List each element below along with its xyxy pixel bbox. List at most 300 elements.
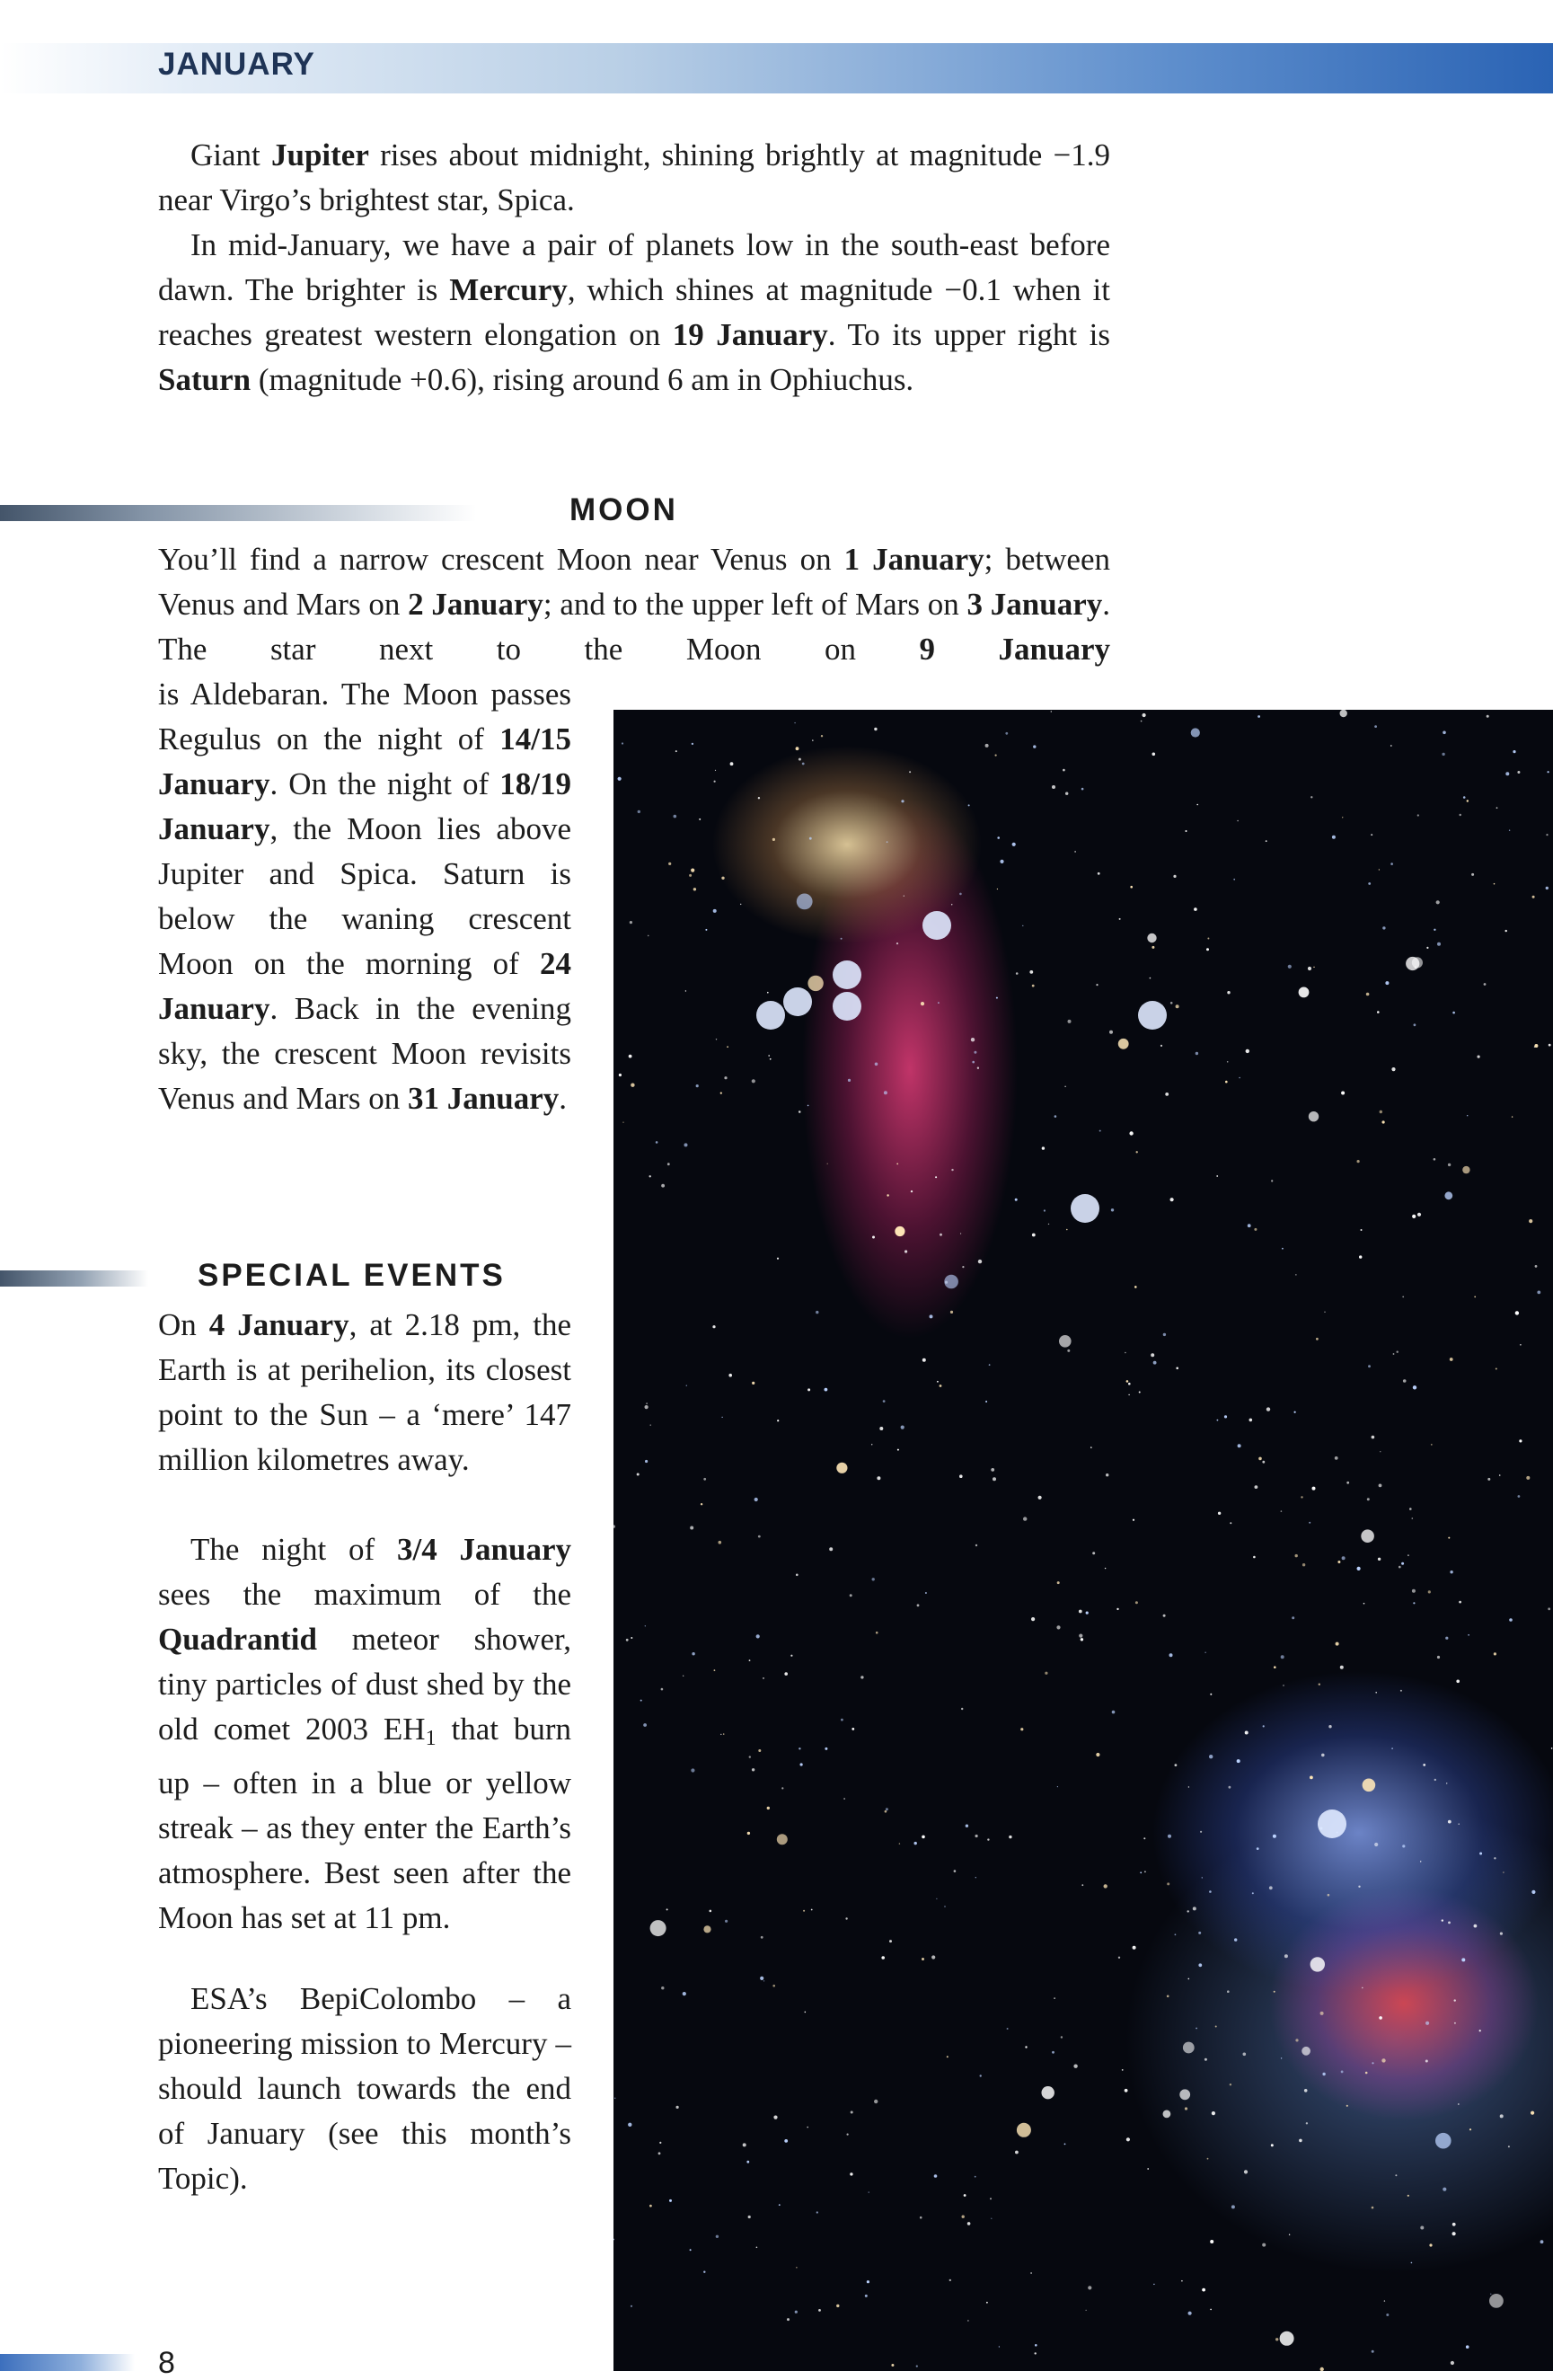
star: [1391, 1747, 1393, 1749]
star: [1202, 1877, 1203, 1878]
star: [1505, 930, 1507, 932]
star: [1332, 836, 1336, 839]
star: [1500, 1933, 1503, 1935]
star: [1266, 840, 1267, 842]
star: [1163, 1615, 1166, 1617]
star: [1063, 769, 1065, 772]
star: [1496, 807, 1498, 809]
star: [713, 909, 717, 913]
star: [1202, 2288, 1205, 2292]
star: [865, 2295, 868, 2297]
star: [1129, 1131, 1133, 1135]
star: [1098, 872, 1100, 875]
star: [712, 1325, 715, 1328]
star: [1310, 1957, 1325, 1971]
star: [807, 2127, 808, 2128]
star: [622, 742, 623, 744]
star: [1471, 873, 1474, 876]
star: [1484, 983, 1487, 986]
star: [1372, 2207, 1374, 2209]
star: [1074, 851, 1076, 853]
star: [767, 992, 769, 994]
star: [1035, 2344, 1037, 2347]
star: [1322, 2073, 1325, 2075]
star: [1292, 1616, 1294, 1619]
star: [1540, 2240, 1544, 2243]
star: [1379, 1484, 1382, 1488]
star: [803, 1910, 805, 1912]
star: [772, 838, 775, 841]
special-paragraph-3: ESA’s BepiColombo – a pioneering mission to Mercury – should launch towards the end of January (see this month’s Topic).: [158, 1981, 571, 2196]
moon-paragraph-full: You’ll find a narrow crescent Moon near Venus on 1 January; between Venus and Mars on 2 January; and to the upper left of Mars on 3 January. The star next to the Moon on 9 January: [158, 542, 1111, 667]
star: [1309, 1111, 1319, 1121]
star: [1023, 1517, 1027, 1520]
star: [891, 2364, 894, 2367]
star: [674, 815, 677, 818]
star: [1445, 1637, 1448, 1640]
star: [1042, 2086, 1054, 2099]
star: [1163, 1333, 1166, 1336]
star: [1052, 785, 1055, 789]
star: [836, 2305, 839, 2307]
star: [1229, 1786, 1231, 1789]
star: [1183, 2042, 1195, 2054]
star: [1133, 1946, 1136, 1950]
star: [758, 1535, 761, 1538]
star: [1461, 1958, 1465, 1961]
star: [1151, 1353, 1154, 1357]
star: [872, 1578, 875, 1580]
star: [1198, 1963, 1202, 1967]
star: [1402, 1845, 1405, 1847]
star: [1346, 2105, 1348, 2107]
star: [748, 2216, 751, 2218]
star: [1414, 1023, 1416, 1026]
star: [1426, 947, 1428, 949]
star: [795, 2311, 798, 2314]
star: [790, 1655, 792, 1657]
star: [1230, 2084, 1231, 2085]
star: [807, 1105, 809, 1107]
star: [877, 1476, 880, 1480]
star: [650, 1920, 666, 1936]
star: [825, 1388, 828, 1392]
star: [1374, 1843, 1378, 1846]
star: [872, 1236, 875, 1239]
star: [884, 1091, 887, 1094]
bright-star: [783, 987, 812, 1016]
star: [638, 810, 640, 813]
star: [1200, 1831, 1202, 1833]
star: [1196, 2028, 1197, 2030]
star: [1253, 1556, 1256, 1559]
star: [1361, 1229, 1363, 1231]
star: [626, 1639, 629, 1641]
star: [1020, 1728, 1023, 1730]
star: [1312, 1487, 1316, 1491]
star: [661, 1688, 664, 1691]
star: [931, 1955, 935, 1959]
star: [721, 877, 724, 880]
bright-star: [1318, 1809, 1346, 1838]
star: [1474, 1296, 1476, 1298]
star: [720, 1093, 722, 1094]
star: [1205, 1652, 1206, 1653]
star: [805, 2012, 807, 2013]
star: [883, 1400, 886, 1402]
star: [1375, 1692, 1377, 1694]
star: [1038, 1496, 1042, 1500]
star: [1308, 967, 1311, 970]
star: [1402, 1296, 1404, 1298]
star: [1520, 1344, 1522, 1346]
star: [1479, 1853, 1482, 1855]
star: [730, 762, 734, 765]
star: [784, 1672, 788, 1676]
star: [668, 863, 671, 865]
star: [818, 2309, 821, 2312]
star: [885, 1810, 887, 1813]
star: [1144, 1871, 1146, 1872]
star: [1546, 887, 1549, 889]
star: [1096, 1753, 1099, 1756]
star: [1204, 2058, 1207, 2061]
star: [949, 2279, 951, 2281]
star: [1275, 2338, 1278, 2340]
star: [974, 1051, 976, 1054]
star: [1328, 1894, 1330, 1897]
star: [1397, 1351, 1399, 1353]
star: [1450, 1570, 1452, 1573]
star: [1216, 1175, 1218, 1177]
star: [1458, 1823, 1460, 1825]
star: [1342, 817, 1343, 818]
star: [947, 2056, 949, 2057]
star: [1460, 814, 1461, 816]
star: [889, 1940, 892, 1942]
star: [1044, 1209, 1046, 1211]
intro-paragraph-2: In mid-January, we have a pair of planets low in the south-east before dawn. The brighter is Mercury, which shines at magnitude −0.1 when it reaches greatest western elongation on 19 January. To its upper right is Saturn (magnitude +0.6), rising around 6 am in Ophiuchus.: [158, 227, 1110, 397]
star: [1371, 834, 1372, 836]
star: [773, 2116, 777, 2119]
star: [871, 1444, 872, 1445]
star: [1218, 1512, 1221, 1515]
star: [967, 2222, 971, 2225]
star: [1526, 1476, 1530, 1480]
star: [825, 1747, 827, 1750]
star: [1313, 967, 1314, 968]
star: [1073, 2065, 1077, 2068]
star: [685, 990, 686, 991]
star: [1412, 1589, 1416, 1593]
star: [1362, 1987, 1363, 1989]
star: [1509, 1618, 1513, 1622]
star: [645, 1460, 648, 1463]
moon-section-bar: [0, 505, 476, 521]
star: [895, 1226, 904, 1236]
star: [1150, 978, 1152, 979]
nebula-photo: [613, 710, 1553, 2371]
star: [950, 1311, 953, 1314]
star: [761, 1936, 763, 1939]
star: [1112, 1711, 1116, 1714]
star: [922, 1358, 926, 1362]
star: [1122, 2069, 1124, 2071]
star: [971, 1038, 975, 1041]
star: [703, 1925, 710, 1933]
star: [1295, 2039, 1298, 2041]
star: [850, 2172, 852, 2175]
star: [661, 1986, 664, 1989]
star: [1517, 771, 1520, 774]
star: [867, 2280, 869, 2283]
star: [1301, 1496, 1302, 1498]
star: [1090, 1447, 1092, 1448]
star: [781, 1787, 783, 1789]
star: [1065, 792, 1068, 795]
star: [1380, 1451, 1381, 1452]
star: [752, 1382, 754, 1385]
star: [1104, 1884, 1107, 1888]
star: [1310, 796, 1312, 798]
star: [802, 763, 805, 765]
star: [1425, 2060, 1428, 2063]
special-events-bar: [0, 1270, 148, 1287]
star: [904, 1250, 907, 1252]
star: [1169, 1653, 1173, 1657]
star: [1490, 2294, 1491, 2295]
star: [1341, 2071, 1344, 2074]
star: [1513, 750, 1515, 753]
star: [784, 2139, 788, 2143]
star: [643, 1723, 647, 1727]
star: [752, 1079, 755, 1083]
star: [1494, 1652, 1496, 1655]
star: [613, 1525, 615, 1527]
star: [978, 1260, 982, 1263]
star: [1434, 929, 1435, 931]
star: [1534, 1044, 1538, 1048]
star: [646, 1402, 648, 1404]
star: [1382, 1120, 1385, 1123]
star: [1368, 1365, 1371, 1367]
star: [763, 1677, 764, 1679]
star: [1125, 2089, 1128, 2092]
star: [770, 1058, 772, 1060]
star: [961, 1708, 963, 1710]
star: [1423, 1764, 1425, 1766]
star: [1029, 970, 1033, 974]
star: [1254, 1228, 1257, 1231]
star: [921, 1002, 924, 1005]
footer-bar: [0, 2354, 135, 2371]
star: [879, 1427, 883, 1430]
star: [1467, 800, 1469, 801]
star: [827, 1163, 828, 1164]
star: [1341, 1092, 1345, 1095]
star: [1012, 843, 1016, 846]
star: [1000, 860, 1003, 863]
star: [1500, 2114, 1504, 2118]
star: [1467, 1115, 1468, 1116]
star: [922, 1958, 924, 1960]
star: [860, 1676, 863, 1678]
star: [1239, 1077, 1240, 1079]
star: [951, 904, 952, 905]
star: [967, 2320, 968, 2321]
star: [1531, 2111, 1534, 2115]
star: [1548, 771, 1549, 773]
star: [1310, 1776, 1313, 1780]
star: [1170, 1198, 1174, 1201]
star: [1378, 1558, 1381, 1561]
star: [760, 1977, 763, 1980]
star: [1238, 1444, 1241, 1447]
star: [749, 1756, 751, 1757]
star: [1435, 2133, 1452, 2149]
star: [1170, 1002, 1173, 1004]
star: [754, 1498, 758, 1501]
star: [1386, 2314, 1389, 2316]
star: [1147, 2168, 1149, 2170]
star: [1109, 1031, 1113, 1034]
star: [1409, 1508, 1412, 1510]
star: [1274, 1991, 1275, 1993]
star: [1209, 1755, 1213, 1758]
star: [758, 797, 760, 799]
star: [1016, 972, 1019, 975]
star: [691, 1768, 694, 1772]
star: [1319, 1684, 1320, 1685]
star: [1126, 1380, 1129, 1383]
star: [1512, 1116, 1513, 1117]
star: [1393, 1353, 1395, 1355]
star: [1372, 2350, 1374, 2353]
star: [845, 1917, 847, 1919]
star: [816, 1311, 818, 1314]
star: [705, 929, 707, 931]
star: [1357, 1567, 1361, 1570]
star: [1175, 1933, 1177, 1935]
star: [1194, 907, 1197, 911]
star: [1207, 938, 1209, 940]
star: [1042, 1146, 1045, 1149]
star: [914, 1842, 917, 1845]
star: [1106, 1473, 1108, 1476]
star: [1443, 731, 1446, 735]
star: [1271, 1180, 1273, 1181]
special-paragraph-2: [158, 1527, 571, 1941]
star: [1153, 2284, 1154, 2285]
star: [619, 1074, 622, 1076]
star: [656, 1141, 658, 1144]
star: [1546, 834, 1548, 836]
star: [749, 1659, 751, 1661]
star: [1489, 2294, 1504, 2308]
star: [797, 894, 813, 910]
star: [1487, 715, 1489, 718]
star: [631, 1084, 634, 1087]
star: [1210, 1694, 1212, 1695]
star: [628, 2123, 631, 2127]
star: [991, 1468, 994, 1472]
star: [1224, 1415, 1227, 1418]
star: [1230, 1522, 1231, 1524]
star: [1299, 987, 1310, 998]
star: [1231, 2205, 1235, 2208]
star: [1390, 863, 1393, 865]
star: [1357, 1160, 1360, 1163]
star: [1227, 991, 1230, 994]
star: [640, 1700, 642, 1702]
star: [1130, 886, 1133, 889]
star: [920, 2216, 922, 2219]
star: [1469, 2128, 1471, 2130]
intro-paragraph-1: Giant Jupiter rises about midnight, shining brightly at magnitude −1.9 near Virgo’s brightest star, Spica.: [158, 137, 1111, 217]
star: [1015, 2151, 1019, 2154]
star: [1193, 1907, 1196, 1910]
star: [986, 2302, 988, 2304]
star: [1188, 2312, 1192, 2315]
star: [1289, 2234, 1290, 2235]
star: [841, 1719, 843, 1721]
star: [1227, 1061, 1229, 1063]
star: [1518, 1495, 1521, 1498]
star: [874, 728, 877, 730]
star: [1147, 933, 1156, 942]
star: [1009, 1836, 1011, 1838]
star: [1118, 1957, 1120, 1959]
bright-star: [1138, 1001, 1167, 1030]
star: [1140, 1871, 1142, 1873]
star: [850, 1594, 852, 1597]
star: [667, 1163, 670, 1165]
star: [1175, 1764, 1178, 1766]
star: [993, 1477, 996, 1481]
star: [901, 1426, 904, 1429]
star: [996, 997, 998, 999]
star: [1340, 710, 1347, 717]
star: [1412, 1517, 1414, 1519]
star: [1320, 2367, 1324, 2371]
star: [847, 2134, 849, 2136]
star: [1237, 1759, 1240, 1763]
star: [807, 976, 823, 991]
star: [716, 1039, 717, 1040]
star: [714, 1669, 716, 1671]
star: [1494, 883, 1496, 885]
star: [703, 2271, 705, 2273]
star: [1233, 879, 1235, 880]
star: [740, 904, 741, 905]
star: [719, 1541, 722, 1544]
star: [874, 2100, 878, 2103]
star: [1407, 2195, 1409, 2197]
star: [1454, 2022, 1456, 2024]
star: [1191, 728, 1200, 737]
star: [722, 1417, 723, 1418]
star: [1176, 1367, 1178, 1370]
star: [1196, 1052, 1198, 1055]
star: [999, 2346, 1000, 2347]
star: [836, 1463, 847, 1473]
star: [1425, 2022, 1429, 2025]
star: [689, 874, 692, 877]
star: [648, 935, 649, 937]
star: [772, 1985, 775, 1987]
star: [796, 1574, 799, 1577]
star: [1064, 2144, 1066, 2146]
